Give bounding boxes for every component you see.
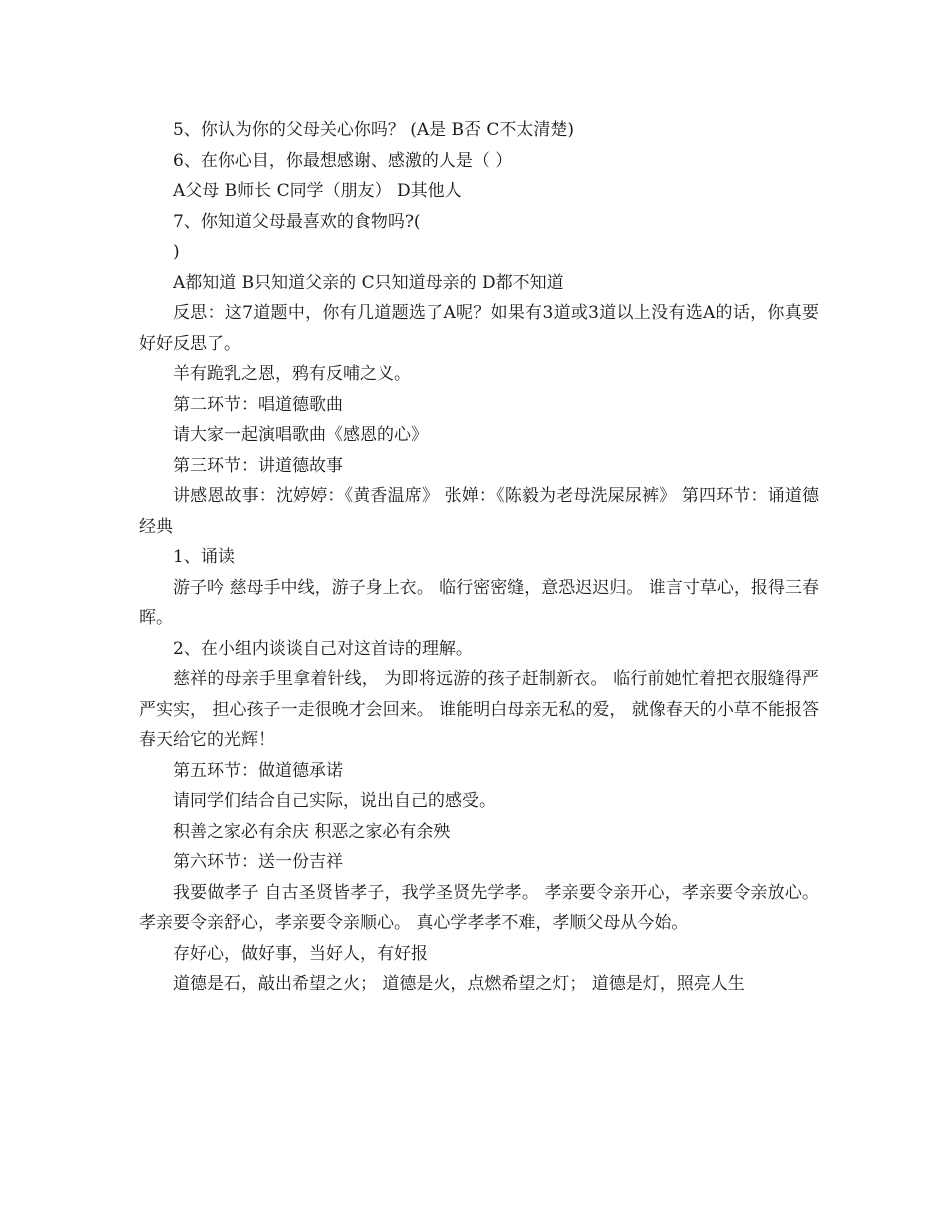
question-7-options: A都知道 B只知道父亲的 C只知道母亲的 D都不知道 (173, 272, 564, 293)
proverb-virtue: 积善之家必有余庆 积恶之家必有余殃 (173, 821, 451, 842)
section-3-heading: 第三环节：讲道德故事 (173, 455, 343, 476)
section-2-text: 请大家一起演唱歌曲《感恩的心》 (173, 425, 428, 445)
section-3-text: 讲感恩故事：沈婷婷：《黄香温席》 张婵：《陈毅为老母洗屎尿裤》 第四环节：诵道德经典 (139, 486, 819, 537)
filial-poem: 我要做孝子 自古圣贤皆孝子，我学圣贤先学孝。 孝亲要令亲开心，孝亲要令亲放心。 孝亲要令亲舒心，孝亲要令亲顺心。 真心学孝孝不难，孝顺父母从今始。 (139, 882, 819, 933)
question-6-options: A父母 B师长 C同学（朋友） D其他人 (173, 181, 462, 201)
question-5: 5、你认为你的父母关心你吗？ (A是 B否 C不太清楚) (173, 120, 575, 140)
document-body (139, 115, 819, 1000)
section-2-heading: 第二环节：唱道德歌曲 (173, 394, 343, 415)
reflection-paragraph: 反思：这7道题中，你有几道题选了A呢？如果有3道或3道以上没有选A的话，你真要好好反思了。 (139, 303, 819, 354)
section-5-text: 请同学们结合自己实际，说出自己的感受。 (173, 791, 496, 811)
poem-text: 游子吟 慈母手中线，游子身上衣。 临行密密缝，意恐迟迟归。 谁言寸草心，报得三春晖。 (139, 577, 819, 628)
question-7-paren: ) (173, 242, 180, 262)
discussion-prompt: 2、在小组内谈谈自己对这首诗的理解。 (173, 638, 473, 659)
good-deeds-line: 存好心，做好事，当好人，有好报 (173, 943, 428, 964)
section-5-heading: 第五环节：做道德承诺 (173, 760, 343, 781)
poem-interpretation: 慈祥的母亲手里拿着针线， 为即将远游的孩子赶制新衣。 临行前她忙着把衣服缝得严严实实， 担心孩子一走很晚才会回来。 谁能明白母亲无私的爱， 就像春天的小草不能报答春天给它的光辉！ (139, 669, 819, 750)
recite-heading: 1、诵读 (173, 547, 235, 567)
section-6-heading: 第六环节：送一份吉祥 (173, 852, 343, 872)
proverb-line: 羊有跪乳之恩，鸦有反哺之义。 (173, 364, 411, 384)
morality-metaphor: 道德是石，敲出希望之火； 道德是火，点燃希望之灯； 道德是灯，照亮人生 (173, 974, 745, 994)
question-7: 7、你知道父母最喜欢的食物吗?( (173, 211, 421, 232)
question-6: 6、在你心目，你最想感谢、感激的人是（ ） (173, 150, 513, 171)
